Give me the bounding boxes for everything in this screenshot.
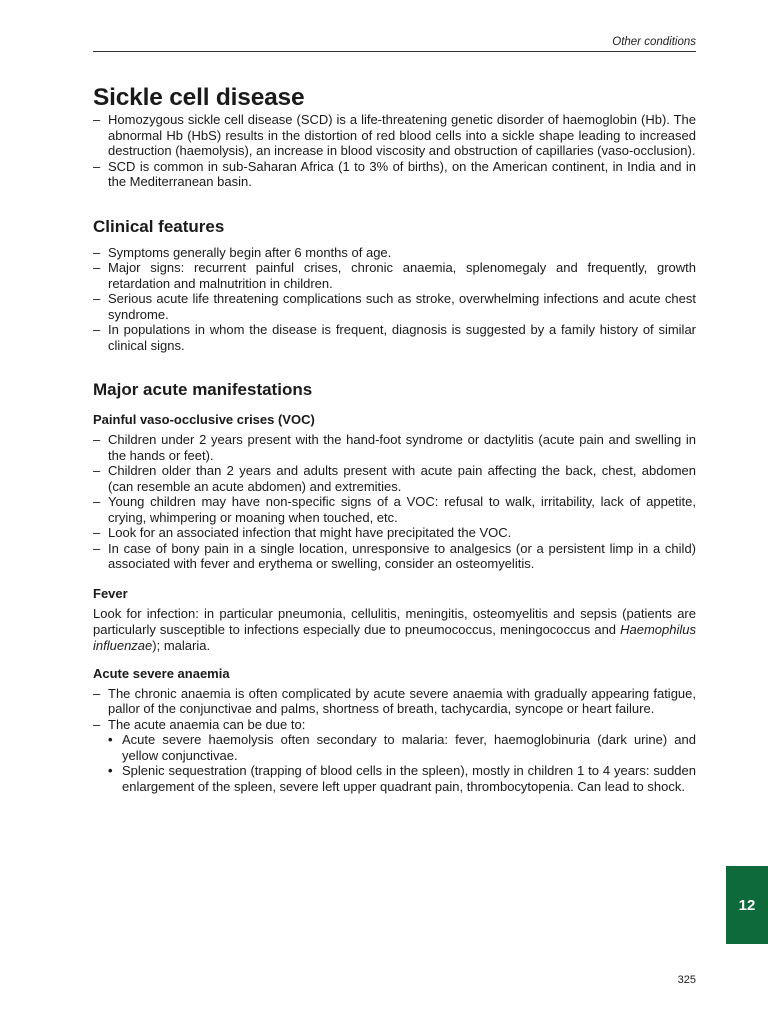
intro-item: – SCD is common in sub-Saharan Africa (1 to 3% of births), on the American continent, in India and in the Mediterranean basin.	[93, 159, 696, 190]
list-item: – Children under 2 years present with the hand-foot syndrome or dactylitis (acute pain and swelling in the hands or feet).	[93, 432, 696, 463]
subheading-voc: Painful vaso-occlusive crises (VOC)	[93, 412, 315, 427]
running-header: Other conditions	[612, 36, 696, 48]
bullet-item: • Acute severe haemolysis often secondary to malaria: fever, haemoglobinuria (dark urine) and yellow conjunctivae.	[108, 732, 696, 763]
page-number: 325	[677, 974, 696, 986]
fever-text-end: ); malaria.	[152, 637, 211, 653]
clinical-features-list	[93, 245, 696, 354]
voc-list	[93, 432, 696, 572]
list-item	[93, 717, 696, 795]
intro-list	[93, 112, 696, 190]
list-item: – The chronic anaemia is often complicated by acute severe anaemia with gradually appearing fatigue, pallor of the conjunctivae and palms, shortness of breath, tachycardia, syncope or heart failure.	[93, 686, 696, 717]
fever-paragraph	[93, 606, 696, 654]
list-item-text: The acute anaemia can be due to:	[108, 716, 306, 732]
list-item: – Young children may have non-specific signs of a VOC: refusal to walk, irritability, lack of appetite, crying, whimpering or moaning when touched, etc.	[93, 494, 696, 525]
section-heading-major-acute: Major acute manifestations	[93, 380, 313, 399]
anaemia-list	[93, 686, 696, 795]
chapter-tab: 12	[726, 866, 768, 944]
list-item: – Serious acute life threatening complications such as stroke, overwhelming infections and acute chest syndrome.	[93, 291, 696, 322]
list-item: – In populations in whom the disease is frequent, diagnosis is suggested by a family history of similar clinical signs.	[93, 322, 696, 353]
page-content	[93, 84, 696, 794]
section-heading-clinical-features: Clinical features	[93, 216, 225, 236]
list-item: – In case of bony pain in a single location, unresponsive to analgesics (or a persistent limp in a child) associated with fever and erythema or swelling, consider an osteomyelitis.	[93, 541, 696, 572]
intro-item: – Homozygous sickle cell disease (SCD) is a life-threatening genetic disorder of haemoglobin (Hb). The abnormal Hb (HbS) results in the distortion of red blood cells into a sickle shape leading to increased destruction (haemolysis), an increase in blood viscosity and obstruction of capillaries (vaso-occlusion).	[93, 112, 696, 159]
subheading-acute-anaemia: Acute severe anaemia	[93, 665, 230, 681]
list-item: – Look for an associated infection that might have precipitated the VOC.	[93, 525, 696, 541]
list-item: – Children older than 2 years and adults present with acute pain affecting the back, chest, abdomen (can resemble an acute abdomen) and extremities.	[93, 463, 696, 494]
anaemia-causes-list	[108, 732, 696, 794]
fever-text-start: Look for infection: in particular pneumonia, cellulitis, meningitis, osteomyelitis and sepsis (patients are particularly susceptible to infections especially due to pneumococcus, meningococcus and	[93, 605, 696, 637]
header-rule	[93, 51, 696, 52]
subheading-fever: Fever	[93, 585, 128, 601]
list-item: – Symptoms generally begin after 6 months of age.	[93, 245, 696, 261]
list-item: – Major signs: recurrent painful crises, chronic anaemia, splenomegaly and frequently, growth retardation and malnutrition in children.	[93, 260, 696, 291]
fever-text-italic: Haemophilus influenzae	[93, 621, 696, 653]
bullet-item: • Splenic sequestration (trapping of blood cells in the spleen), mostly in children 1 to 4 years: sudden enlargement of the spleen, severe left upper quadrant pain, thrombocytopenia. Can lead to shock.	[108, 763, 696, 794]
page-title: Sickle cell disease	[93, 84, 305, 111]
